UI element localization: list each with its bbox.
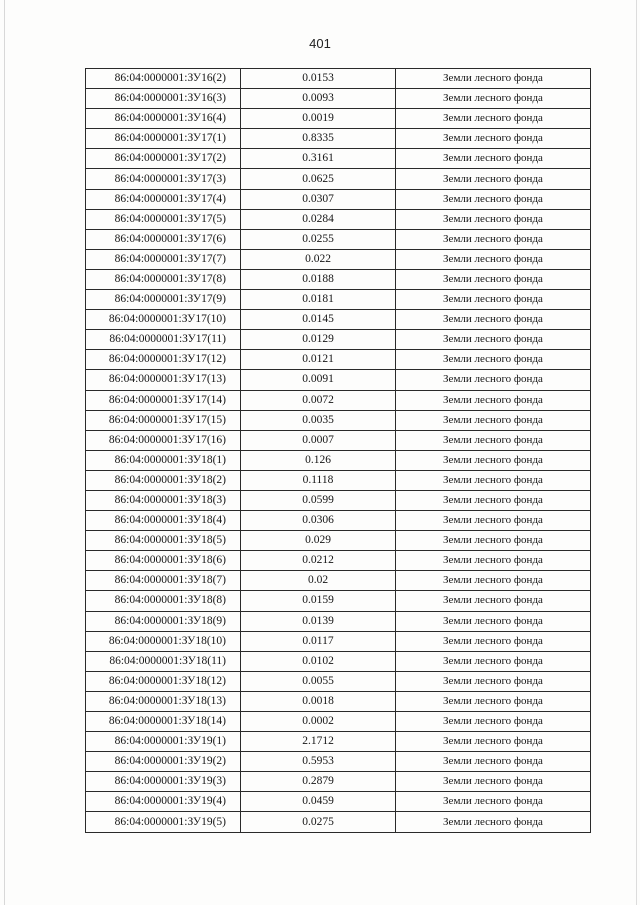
table-row [86,350,591,370]
table-row [86,490,591,510]
table-row [86,551,591,571]
parcel-area-cell: 0.0139 [241,611,396,631]
parcel-id-cell: 86:04:0000001:ЗУ18(7) [86,571,241,591]
land-category-cell: Земли лесного фонда [396,712,591,732]
table-row [86,269,591,289]
parcel-id-cell: 86:04:0000001:ЗУ17(5) [86,209,241,229]
parcel-area-cell: 0.0091 [241,370,396,390]
parcel-area-cell: 0.0072 [241,390,396,410]
land-category-cell: Земли лесного фонда [396,671,591,691]
table-row [86,792,591,812]
parcel-area-cell: 0.5953 [241,752,396,772]
parcel-id-cell: 86:04:0000001:ЗУ17(8) [86,269,241,289]
table-row [86,812,591,832]
parcel-area-cell: 2.1712 [241,732,396,752]
scan-edge-left [4,0,5,905]
table-row [86,752,591,772]
parcel-area-cell: 0.0117 [241,631,396,651]
table-row [86,410,591,430]
land-category-cell: Земли лесного фонда [396,410,591,430]
parcel-id-cell: 86:04:0000001:ЗУ17(10) [86,310,241,330]
parcel-area-cell: 0.0275 [241,812,396,832]
land-category-cell: Земли лесного фонда [396,591,591,611]
parcel-area-cell: 0.0284 [241,209,396,229]
land-category-cell: Земли лесного фонда [396,209,591,229]
parcel-id-cell: 86:04:0000001:ЗУ19(4) [86,792,241,812]
parcel-id-cell: 86:04:0000001:ЗУ18(2) [86,470,241,490]
parcel-area-cell: 0.0007 [241,430,396,450]
parcel-area-cell: 0.02 [241,571,396,591]
land-category-cell: Земли лесного фонда [396,290,591,310]
table-row [86,189,591,209]
land-category-cell: Земли лесного фонда [396,551,591,571]
land-category-cell: Земли лесного фонда [396,470,591,490]
parcel-id-cell: 86:04:0000001:ЗУ17(14) [86,390,241,410]
table-row [86,89,591,109]
parcel-id-cell: 86:04:0000001:ЗУ17(6) [86,229,241,249]
table-row [86,732,591,752]
land-category-cell: Земли лесного фонда [396,792,591,812]
parcel-area-cell: 0.0306 [241,511,396,531]
land-category-cell: Земли лесного фонда [396,752,591,772]
parcel-area-cell: 0.0102 [241,651,396,671]
parcel-id-cell: 86:04:0000001:ЗУ17(11) [86,330,241,350]
parcel-id-cell: 86:04:0000001:ЗУ17(15) [86,410,241,430]
parcel-area-cell: 0.126 [241,450,396,470]
land-category-cell: Земли лесного фонда [396,531,591,551]
parcel-area-cell: 0.0002 [241,712,396,732]
land-category-cell: Земли лесного фонда [396,330,591,350]
parcel-id-cell: 86:04:0000001:ЗУ18(8) [86,591,241,611]
table-row [86,712,591,732]
land-category-cell: Земли лесного фонда [396,310,591,330]
parcel-area-cell: 0.0159 [241,591,396,611]
land-category-cell: Земли лесного фонда [396,109,591,129]
parcel-id-cell: 86:04:0000001:ЗУ17(9) [86,290,241,310]
parcel-area-cell: 0.8335 [241,129,396,149]
parcel-area-cell: 0.0055 [241,671,396,691]
table-row [86,531,591,551]
parcel-table-body [86,69,591,833]
table-row [86,370,591,390]
parcel-id-cell: 86:04:0000001:ЗУ17(3) [86,169,241,189]
land-category-cell: Земли лесного фонда [396,189,591,209]
parcel-id-cell: 86:04:0000001:ЗУ18(12) [86,671,241,691]
parcel-area-cell: 0.0129 [241,330,396,350]
parcel-area-cell: 0.0018 [241,691,396,711]
table-row [86,109,591,129]
parcel-id-cell: 86:04:0000001:ЗУ18(13) [86,691,241,711]
table-row [86,450,591,470]
table-row [86,430,591,450]
land-category-cell: Земли лесного фонда [396,390,591,410]
land-category-cell: Земли лесного фонда [396,631,591,651]
table-row [86,310,591,330]
parcel-id-cell: 86:04:0000001:ЗУ16(3) [86,89,241,109]
parcel-id-cell: 86:04:0000001:ЗУ16(4) [86,109,241,129]
parcel-id-cell: 86:04:0000001:ЗУ17(13) [86,370,241,390]
table-row [86,330,591,350]
parcel-id-cell: 86:04:0000001:ЗУ18(3) [86,490,241,510]
land-category-cell: Земли лесного фонда [396,370,591,390]
table-row [86,290,591,310]
table-row [86,169,591,189]
land-category-cell: Земли лесного фонда [396,430,591,450]
table-row [86,149,591,169]
parcel-id-cell: 86:04:0000001:ЗУ19(3) [86,772,241,792]
parcel-area-cell: 0.0255 [241,229,396,249]
parcel-id-cell: 86:04:0000001:ЗУ17(2) [86,149,241,169]
land-category-cell: Земли лесного фонда [396,611,591,631]
parcel-id-cell: 86:04:0000001:ЗУ18(9) [86,611,241,631]
land-category-cell: Земли лесного фонда [396,571,591,591]
parcel-area-cell: 0.0019 [241,109,396,129]
parcel-id-cell: 86:04:0000001:ЗУ18(4) [86,511,241,531]
land-category-cell: Земли лесного фонда [396,691,591,711]
parcel-area-cell: 0.3161 [241,149,396,169]
land-category-cell: Земли лесного фонда [396,651,591,671]
table-row [86,209,591,229]
parcel-id-cell: 86:04:0000001:ЗУ18(6) [86,551,241,571]
parcel-id-cell: 86:04:0000001:ЗУ18(10) [86,631,241,651]
parcel-area-cell: 0.0093 [241,89,396,109]
table-row [86,591,591,611]
table-row [86,772,591,792]
parcel-id-cell: 86:04:0000001:ЗУ18(5) [86,531,241,551]
parcel-id-cell: 86:04:0000001:ЗУ17(12) [86,350,241,370]
scan-edge-right [636,0,637,905]
parcel-id-cell: 86:04:0000001:ЗУ16(2) [86,69,241,89]
page-number: 401 [309,36,331,51]
land-category-cell: Земли лесного фонда [396,812,591,832]
table-row [86,470,591,490]
land-category-cell: Земли лесного фонда [396,511,591,531]
land-category-cell: Земли лесного фонда [396,89,591,109]
land-category-cell: Земли лесного фонда [396,772,591,792]
parcel-area-cell: 0.2879 [241,772,396,792]
parcel-area-cell: 0.0625 [241,169,396,189]
parcel-id-cell: 86:04:0000001:ЗУ17(4) [86,189,241,209]
table-row [86,249,591,269]
table-row [86,229,591,249]
table-row [86,390,591,410]
land-category-cell: Земли лесного фонда [396,450,591,470]
parcel-id-cell: 86:04:0000001:ЗУ17(1) [86,129,241,149]
land-category-cell: Земли лесного фонда [396,129,591,149]
parcel-area-cell: 0.0212 [241,551,396,571]
parcel-area-cell: 0.0459 [241,792,396,812]
parcel-id-cell: 86:04:0000001:ЗУ17(16) [86,430,241,450]
land-category-cell: Земли лесного фонда [396,229,591,249]
parcel-id-cell: 86:04:0000001:ЗУ19(5) [86,812,241,832]
parcel-id-cell: 86:04:0000001:ЗУ17(7) [86,249,241,269]
table-row [86,571,591,591]
parcel-area-cell: 0.022 [241,249,396,269]
land-category-cell: Земли лесного фонда [396,169,591,189]
land-category-cell: Земли лесного фонда [396,69,591,89]
table-row [86,631,591,651]
parcel-id-cell: 86:04:0000001:ЗУ18(1) [86,450,241,470]
table-row [86,511,591,531]
land-category-cell: Земли лесного фонда [396,149,591,169]
parcel-area-cell: 0.0599 [241,490,396,510]
land-category-cell: Земли лесного фонда [396,269,591,289]
table-row [86,69,591,89]
parcel-area-cell: 0.0035 [241,410,396,430]
parcel-table [85,68,591,833]
parcel-id-cell: 86:04:0000001:ЗУ19(2) [86,752,241,772]
parcel-id-cell: 86:04:0000001:ЗУ18(11) [86,651,241,671]
table-row [86,671,591,691]
parcel-area-cell: 0.0307 [241,189,396,209]
parcel-area-cell: 0.029 [241,531,396,551]
table-row [86,651,591,671]
table-row [86,611,591,631]
parcel-id-cell: 86:04:0000001:ЗУ19(1) [86,732,241,752]
table-row [86,129,591,149]
land-category-cell: Земли лесного фонда [396,350,591,370]
parcel-area-cell: 0.0153 [241,69,396,89]
parcel-area-cell: 0.1118 [241,470,396,490]
land-category-cell: Земли лесного фонда [396,490,591,510]
parcel-area-cell: 0.0181 [241,290,396,310]
land-category-cell: Земли лесного фонда [396,249,591,269]
parcel-area-cell: 0.0145 [241,310,396,330]
parcel-area-cell: 0.0121 [241,350,396,370]
parcel-id-cell: 86:04:0000001:ЗУ18(14) [86,712,241,732]
table-row [86,691,591,711]
land-category-cell: Земли лесного фонда [396,732,591,752]
parcel-area-cell: 0.0188 [241,269,396,289]
